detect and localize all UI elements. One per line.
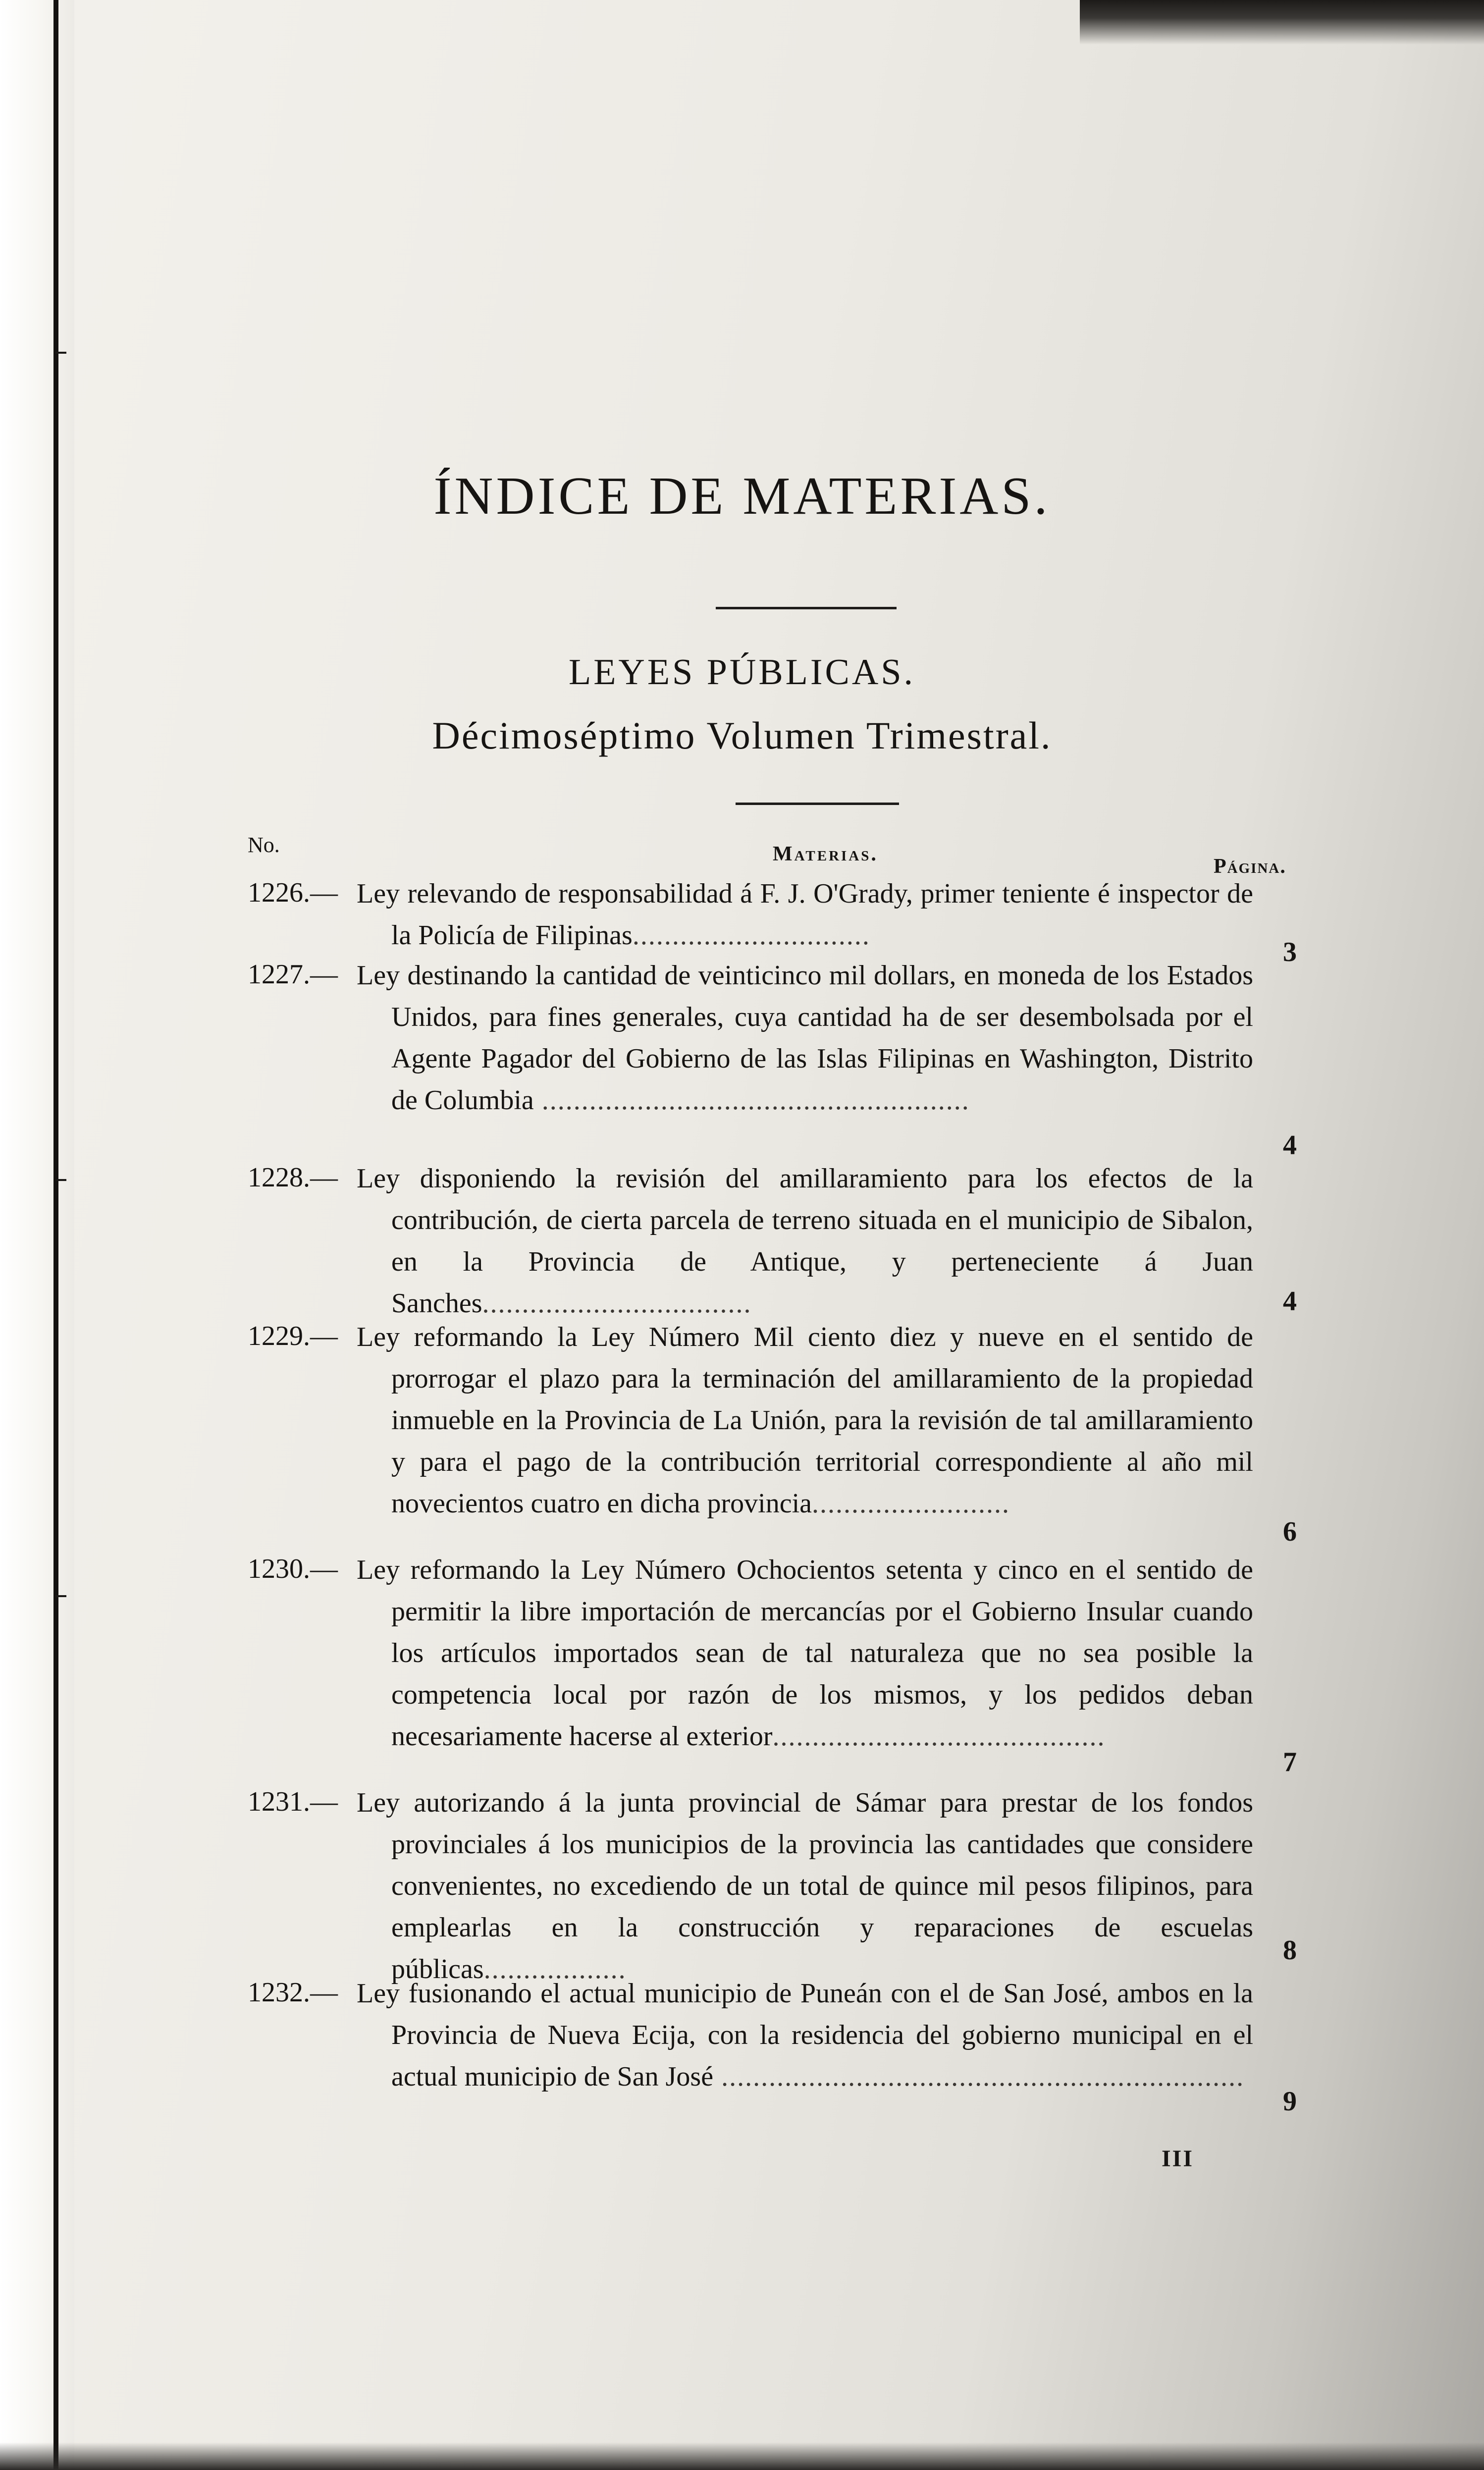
entry-number: 1232.— <box>248 1977 338 2008</box>
entry-text <box>357 1782 1253 1990</box>
title-rule <box>716 607 897 609</box>
entry-text <box>357 1973 1253 2097</box>
entry-page: 3 <box>1283 937 1297 967</box>
entry-page: 4 <box>1283 1286 1297 1317</box>
column-header-number: No. <box>248 833 280 857</box>
page-title: ÍNDICE DE MATERIAS. <box>433 467 1051 526</box>
page-spine <box>0 0 74 2470</box>
entry-text-content: Ley relevando de responsabilidad á F. J. O'Grady, primer teniente é inspector de la Policía de Filipinas <box>357 878 1253 951</box>
entry-number: 1231.— <box>248 1786 338 1817</box>
column-header-page: Página. <box>1214 855 1286 878</box>
entry-text-content: Ley reformando la Ley Número Mil ciento diez y nueve en el sentido de prorrogar el plazo para la terminación del amillaramiento de la propiedad inmueble en la Provincia de La Unión, para la revisión de tal amillaramiento y para el pago de la contribución territorial correspondiente al año mil novecientos cuatro en dicha provincia <box>357 1322 1253 1519</box>
entry-text <box>357 1316 1253 1524</box>
entry-number: 1230.— <box>248 1554 338 1584</box>
entry-text-content: Ley disponiendo la revisión del amillaramiento para los efectos de la contribución, de cierta parcela de terreno situada en el municipio de Sibalon, en la Provincia de Antique, y perteneciente á Juan Sanches <box>357 1163 1253 1319</box>
leader-dots: .................................. <box>482 1288 752 1319</box>
entry-number: 1229.— <box>248 1321 338 1351</box>
entry-text-content: Ley fusionando el actual municipio de Puneán con el de San José, ambos en la Provincia de Nueva Ecija, con la residencia del gobierno municipal en el actual municipio de San José <box>357 1978 1253 2092</box>
margin-mark <box>55 352 66 354</box>
scan-shadow-top <box>1080 0 1484 45</box>
leader-dots: ......................... <box>812 1488 1010 1519</box>
entry-page: 7 <box>1283 1747 1297 1777</box>
margin-mark <box>55 1179 66 1181</box>
entry-number: 1227.— <box>248 959 338 990</box>
entry-text <box>357 873 1253 956</box>
leader-dots: .......................................... <box>772 1721 1106 1752</box>
entry-page: 9 <box>1283 2086 1297 2117</box>
entry-page: 8 <box>1283 1935 1297 1966</box>
entry-text-content: Ley autorizando á la junta provincial de Sámar para prestar de los fondos provinciales á los municipios de la provincia las cantidades que considere convenientes, no excediendo de un total de quince mil pesos filipinos, para emplearlas en la construcción y reparaciones de escuelas públicas <box>357 1787 1253 1985</box>
leader-dots: .................................................................. <box>713 2061 1245 2092</box>
leader-dots: .............................. <box>632 920 870 951</box>
entry-text-content: Ley destinando la cantidad de veinticinco mil dollars, en moneda de los Estados Unidos, para fines generales, cuya cantidad ha de ser desembolsada por el Agente Pagador del Gobierno de las Islas Filipinas en Washington, Distrito de Columbia <box>357 960 1253 1116</box>
entry-text-content: Ley reformando la Ley Número Ochocientos setenta y cinco en el sentido de permitir la libre importación de mercancías por el Gobierno Insular cuando los artículos importados sean de tal naturaleza que no sea posible la competencia local por razón de los mismos, y los pedidos deban necesariamente hacerse al exterior <box>357 1555 1253 1752</box>
section-rule <box>736 803 899 805</box>
page-folio: III <box>1162 2146 1194 2172</box>
entry-text <box>357 1549 1253 1757</box>
binding-edge <box>53 0 58 2470</box>
scan-shadow-bottom <box>0 2442 1484 2470</box>
entry-text <box>357 1158 1253 1324</box>
leader-dots: ...................................................... <box>533 1085 970 1116</box>
volume-title: Décimoséptimo Volumen Trimestral. <box>432 714 1052 757</box>
section-title: LEYES PÚBLICAS. <box>569 652 915 693</box>
entry-page: 4 <box>1283 1130 1297 1161</box>
entry-text <box>357 955 1253 1121</box>
column-header-subject: Materias. <box>773 843 878 865</box>
entry-number: 1226.— <box>248 877 338 908</box>
entry-number: 1228.— <box>248 1162 338 1193</box>
entry-page: 6 <box>1283 1516 1297 1547</box>
leader-dots: .................. <box>483 1954 627 1985</box>
margin-mark <box>55 1595 66 1597</box>
